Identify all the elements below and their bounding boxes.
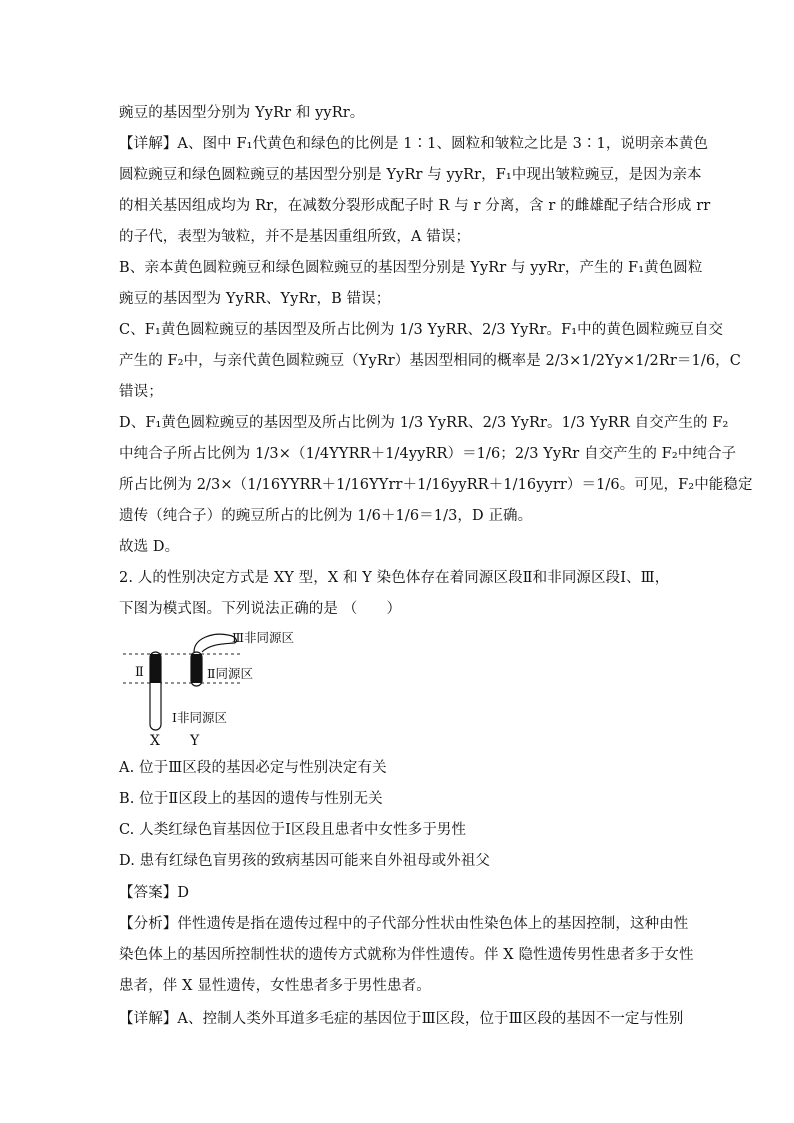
y-nonhomologous-segment	[194, 634, 236, 652]
label-II-left: Ⅱ	[135, 665, 144, 680]
analysis-line: 患者，伴 X 显性遗传，女性患者多于男性患者。	[119, 978, 431, 994]
text-line: D、F₁黄色圆粒豌豆的基因型及所占比例为 1/3 YyRR、2/3 YyRr。1/3 YyRR 自交产生的 F₂	[119, 415, 729, 431]
text-line: 遗传（纯合子）的豌豆所占的比例为 1/6＋1/6＝1/3，D 正确。	[119, 508, 533, 524]
answer-line: 【答案】D	[119, 885, 190, 901]
text-line: 所占比例为 2/3×（1/16YYRR＋1/16YYrr＋1/16yyRR＋1/16yyrr）＝1/6。可见，F₂中能稳定	[119, 477, 753, 493]
text-line: 中纯合子所占比例为 1/3×（1/4YYRR＋1/4yyRR）＝1/6；2/3 YyRr 自交产生的 F₂中纯合子	[119, 446, 737, 462]
text-line: 豌豆的基因型分别为 YyRr 和 yyRr。	[119, 105, 365, 121]
label-X: X	[150, 733, 160, 749]
option-a: A. 位于Ⅲ区段的基因必定与性别决定有关	[119, 760, 387, 776]
text-line: 产生的 F₂中，与亲代黄色圆粒豌豆（YyRr）基因型相同的概率是 2/3×1/2Yy×1/2Rr＝1/6，C	[119, 353, 741, 369]
text-line: C、F₁黄色圆粒豌豆的基因型及所占比例为 1/3 YyRR、2/3 YyRr。F₁中的黄色圆粒豌豆自交	[119, 322, 724, 338]
text-line: B、亲本黄色圆粒豌豆和绿色圆粒豌豆的基因型分别是 YyRr 与 yyRr，产生的 F₁黄色圆粒	[119, 260, 703, 276]
label-I-nonhomologous: Ⅰ非同源区	[172, 710, 227, 725]
text-line: 故选 D。	[119, 539, 180, 555]
option-d: D. 患有红绿色盲男孩的致病基因可能来自外祖母或外祖父	[119, 853, 491, 869]
question-stem: 2. 人的性别决定方式是 XY 型，X 和 Y 染色体存在着同源区段Ⅱ和非同源区段Ⅰ、Ⅲ，	[119, 570, 670, 586]
text-line: 【详解】A、图中 F₁代黄色和绿色的比例是 1∶1、圆粒和皱粒之比是 3∶1，说明亲本黄色	[119, 136, 709, 152]
x-homologous-segment	[150, 654, 161, 683]
analysis-line: 染色体上的基因所控制性状的遗传方式就称为伴性遗传。伴 X 隐性遗传男性患者多于女性	[119, 947, 694, 963]
option-b: B. 位于Ⅱ区段上的基因的遗传与性别无关	[119, 791, 383, 807]
text-line: 豌豆的基因型为 YyRR、YyRr，B 错误；	[119, 291, 391, 307]
text-line: 圆粒豌豆和绿色圆粒豌豆的基因型分别是 YyRr 与 yyRr，F₁中现出皱粒豌豆，是因为亲本	[119, 167, 702, 183]
chromosome-svg	[118, 630, 308, 749]
label-III-nonhomologous: Ⅲ非同源区	[232, 630, 295, 645]
question-stem: 下图为模式图。下列说法正确的是 （ ）	[119, 601, 402, 617]
option-c: C. 人类红绿色盲基因位于Ⅰ区段且患者中女性多于男性	[119, 822, 467, 838]
detail-line: 【详解】A、控制人类外耳道多毛症的基因位于Ⅲ区段，位于Ⅲ区段的基因不一定与性别	[119, 1011, 684, 1027]
label-II-homologous: Ⅱ同源区	[207, 666, 253, 681]
text-line: 的子代，表型为皱粒，并不是基因重组所致，A 错误；	[119, 229, 471, 245]
chromosome-diagram	[118, 630, 308, 749]
text-line: 错误；	[119, 384, 163, 400]
label-Y: Y	[190, 733, 200, 749]
text-line: 的相关基因组成均为 Rr，在减数分裂形成配子时 R 与 r 分离，含 r 的雌雄配子结合形成 rr	[119, 198, 711, 214]
y-homologous-segment	[191, 654, 202, 683]
analysis-line: 【分析】伴性遗传是指在遗传过程中的子代部分性状由性染色体上的基因控制，这种由性	[119, 916, 689, 932]
